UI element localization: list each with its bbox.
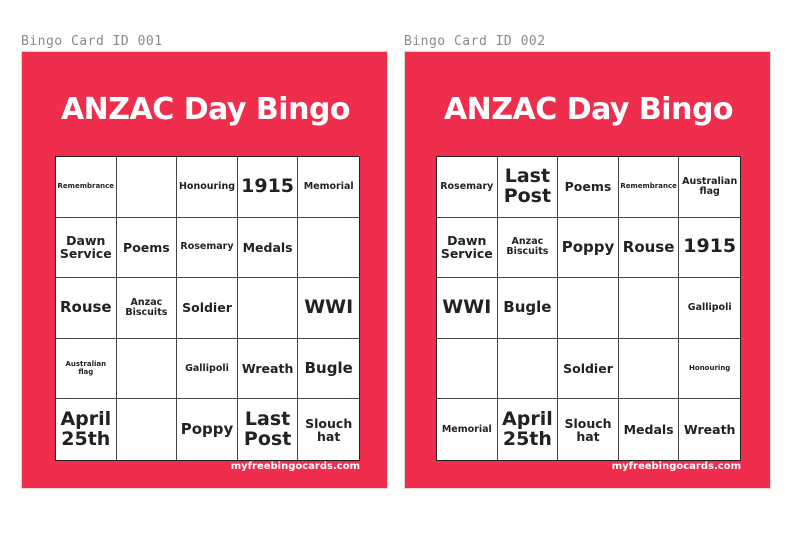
bingo-cell: Soldier [558, 339, 619, 400]
bingo-card [21, 51, 388, 489]
bingo-cell: Wreath [238, 339, 299, 400]
bingo-cell [558, 278, 619, 339]
bingo-cell: 1915 [679, 218, 740, 279]
bingo-cell [498, 339, 559, 400]
bingo-grid [436, 156, 741, 461]
card-id-label: Bingo Card ID 001 [21, 34, 163, 49]
site-footer: myfreebingocards.com [611, 461, 741, 472]
bingo-cell: Poems [558, 157, 619, 218]
bingo-cell: Medals [619, 399, 680, 460]
bingo-cell [619, 278, 680, 339]
bingo-cell: Memorial [437, 399, 498, 460]
bingo-cell [117, 157, 178, 218]
bingo-card [404, 51, 771, 489]
bingo-cell: 1915 [238, 157, 299, 218]
bingo-cell: Slouch hat [305, 415, 353, 444]
site-footer: myfreebingocards.com [230, 461, 360, 472]
bingo-cell: Dawn Service [56, 218, 117, 279]
bingo-cell [437, 339, 498, 400]
bingo-cell: Remembrance [619, 157, 680, 218]
bingo-cell: Anzac Biscuits [117, 278, 178, 339]
bingo-cell: Bugle [298, 339, 359, 400]
bingo-cell: Last Post [238, 399, 299, 460]
bingo-cell: Last Post [498, 157, 559, 218]
bingo-cell: Memorial [298, 157, 359, 218]
bingo-cell [238, 278, 299, 339]
bingo-cell: Poems [117, 218, 178, 279]
bingo-cell: Gallipoli [679, 278, 740, 339]
card-title: ANZAC Day Bingo [443, 92, 734, 127]
bingo-cell [117, 399, 178, 460]
bingo-cell: Remembrance [56, 157, 117, 218]
bingo-cell: Slouch hat [558, 399, 619, 460]
bingo-cell: April 25th [56, 399, 117, 460]
bingo-cell [619, 339, 680, 400]
bingo-cell: Anzac Biscuits [498, 218, 559, 279]
bingo-cell: Gallipoli [177, 339, 238, 400]
bingo-cell [117, 339, 178, 400]
bingo-cell: WWI [298, 278, 359, 339]
bingo-cell: Bugle [498, 278, 559, 339]
bingo-cell: Poppy [558, 218, 619, 279]
bingo-cell: Rosemary [437, 157, 498, 218]
bingo-cell: Wreath [683, 422, 736, 438]
bingo-cell [298, 218, 359, 279]
bingo-cell: Rosemary [177, 218, 238, 279]
bingo-cell: Soldier [177, 278, 238, 339]
bingo-cell: Honouring [177, 157, 238, 218]
bingo-cell: Australian flag [679, 157, 740, 218]
card-title: ANZAC Day Bingo [60, 92, 351, 127]
bingo-cell: April 25th [498, 399, 559, 460]
bingo-cell: WWI [437, 278, 498, 339]
bingo-cell: Australian flag [56, 339, 117, 400]
card-id-label: Bingo Card ID 002 [404, 34, 546, 49]
bingo-grid [55, 156, 360, 461]
bingo-cell: Rouse [56, 278, 117, 339]
bingo-cell: Medals [238, 218, 299, 279]
bingo-cell: Poppy [177, 399, 238, 460]
bingo-cell: Rouse [619, 218, 680, 279]
bingo-cell: Dawn Service [437, 218, 498, 279]
bingo-cell: Honouring [679, 339, 740, 400]
